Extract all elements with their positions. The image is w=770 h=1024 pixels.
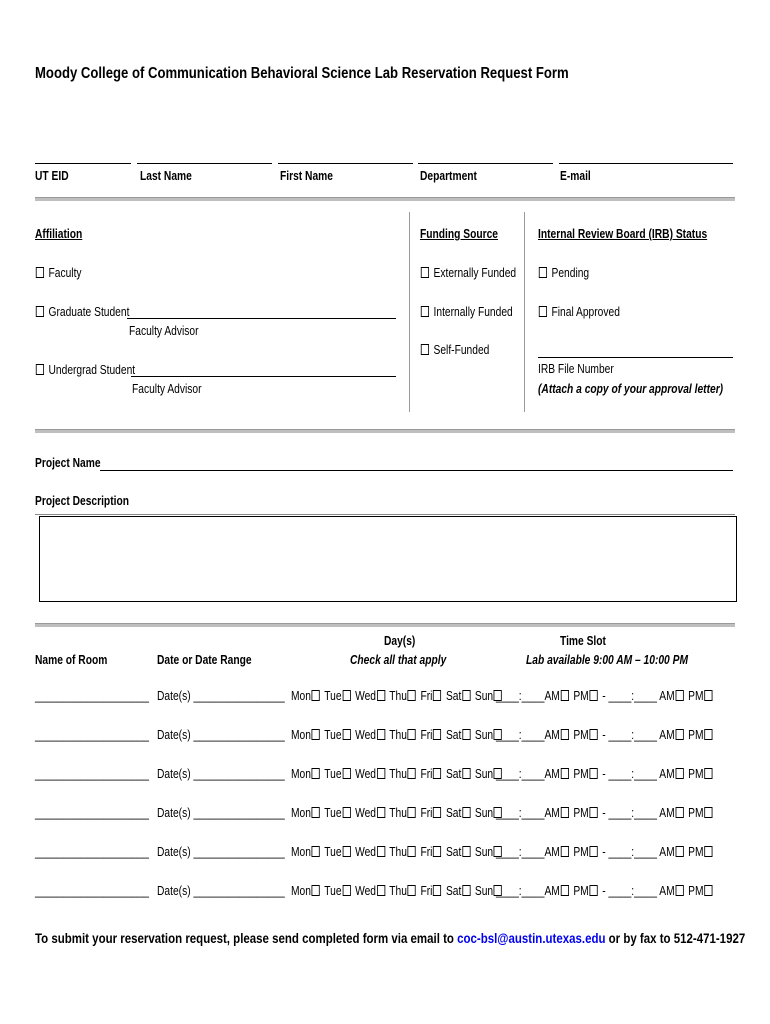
- day-checkbox[interactable]: [433, 807, 441, 818]
- am-checkbox[interactable]: [561, 885, 569, 896]
- am-label: AM: [659, 689, 675, 703]
- day-label: Fri: [420, 884, 433, 898]
- last-name-label: Last Name: [140, 169, 192, 183]
- affiliation-heading: Affiliation: [35, 227, 83, 241]
- day-label: Fri: [420, 689, 433, 703]
- day-checkbox[interactable]: [342, 885, 350, 896]
- day-checkbox[interactable]: [433, 885, 441, 896]
- col-time-header: Time Slot: [560, 634, 606, 648]
- pm-label: PM: [570, 845, 589, 859]
- schedule-row: [0, 884, 770, 900]
- last-name-field[interactable]: [137, 163, 272, 164]
- day-label: Sat: [445, 689, 462, 703]
- am-label: AM: [659, 884, 675, 898]
- pm-label: PM: [685, 767, 704, 781]
- pm-checkbox[interactable]: [704, 807, 712, 818]
- day-checkbox[interactable]: [433, 690, 441, 701]
- affiliation-undergrad[interactable]: Undergrad Student: [35, 363, 135, 378]
- day-label: Sun: [474, 767, 494, 781]
- irb-file-number-field[interactable]: [538, 357, 733, 358]
- day-label: Sat: [445, 767, 462, 781]
- room-name-field[interactable]: ____________________: [35, 767, 150, 781]
- am-label: AM: [544, 689, 560, 703]
- day-label: Tue: [324, 728, 342, 742]
- am-checkbox[interactable]: [675, 846, 683, 857]
- day-checkbox[interactable]: [377, 846, 385, 857]
- room-name-field[interactable]: ____________________: [35, 845, 150, 859]
- day-checkbox[interactable]: [312, 729, 320, 740]
- day-checkbox[interactable]: [377, 885, 385, 896]
- day-checkbox[interactable]: [408, 846, 416, 857]
- funding-self[interactable]: Self-Funded: [420, 343, 489, 358]
- day-checkbox[interactable]: [342, 729, 350, 740]
- day-label: Tue: [324, 689, 342, 703]
- day-label: Sat: [445, 845, 462, 859]
- ut-eid-field[interactable]: [35, 163, 131, 164]
- first-name-label: First Name: [280, 169, 333, 183]
- day-label: Mon: [291, 689, 311, 703]
- date-field[interactable]: Date(s) ________________: [157, 806, 285, 820]
- start-time-field: ____:____: [496, 689, 545, 703]
- undergrad-advisor-label: Faculty Advisor: [132, 382, 202, 396]
- pm-label: PM: [685, 845, 704, 859]
- day-label: Sun: [474, 806, 494, 820]
- day-checkbox[interactable]: [462, 846, 470, 857]
- am-checkbox[interactable]: [561, 807, 569, 818]
- day-label: Thu: [389, 767, 407, 781]
- ut-eid-label: UT EID: [35, 169, 69, 183]
- day-checkbox[interactable]: [408, 768, 416, 779]
- section-divider: [35, 429, 735, 433]
- time-slot[interactable]: [496, 884, 714, 899]
- room-name-field[interactable]: ____________________: [35, 884, 150, 898]
- funding-external[interactable]: Externally Funded: [420, 266, 516, 281]
- day-checkbox[interactable]: [433, 846, 441, 857]
- end-time-field: - ____:____: [599, 845, 660, 859]
- day-checkbox[interactable]: [408, 690, 416, 701]
- days-checkboxes: [291, 884, 504, 899]
- graduate-advisor-field[interactable]: [127, 318, 396, 319]
- col-days-subheader: Check all that apply: [350, 653, 447, 667]
- start-time-field: ____:____: [496, 767, 545, 781]
- pm-checkbox[interactable]: [590, 768, 598, 779]
- am-label: AM: [659, 767, 675, 781]
- project-description-input[interactable]: [39, 516, 737, 602]
- day-label: Tue: [324, 806, 342, 820]
- irb-heading: Internal Review Board (IRB) Status: [538, 227, 708, 241]
- date-field[interactable]: Date(s) ________________: [157, 689, 285, 703]
- day-label: Fri: [420, 806, 433, 820]
- day-label: Wed: [355, 689, 376, 703]
- day-label: Mon: [291, 845, 311, 859]
- day-label: Tue: [324, 845, 342, 859]
- am-label: AM: [544, 728, 560, 742]
- undergrad-advisor-field[interactable]: [131, 376, 396, 377]
- day-label: Thu: [389, 806, 407, 820]
- column-divider: [409, 212, 410, 412]
- days-checkboxes: [291, 806, 504, 821]
- pm-checkbox[interactable]: [704, 846, 712, 857]
- affiliation-faculty[interactable]: Faculty: [35, 266, 82, 281]
- time-slot[interactable]: [496, 806, 714, 821]
- day-label: Tue: [324, 767, 342, 781]
- day-label: Fri: [420, 728, 433, 742]
- day-label: Thu: [389, 728, 407, 742]
- email-field[interactable]: [559, 163, 733, 164]
- day-label: Wed: [355, 806, 376, 820]
- day-label: Sat: [445, 728, 462, 742]
- day-checkbox[interactable]: [342, 768, 350, 779]
- day-checkbox[interactable]: [433, 768, 441, 779]
- col-room-header: Name of Room: [35, 653, 108, 667]
- am-checkbox[interactable]: [561, 690, 569, 701]
- am-label: AM: [544, 806, 560, 820]
- funding-heading: Funding Source: [420, 227, 499, 241]
- am-checkbox[interactable]: [561, 846, 569, 857]
- date-field[interactable]: Date(s) ________________: [157, 767, 285, 781]
- pm-checkbox[interactable]: [590, 885, 598, 896]
- pm-label: PM: [685, 884, 704, 898]
- date-field[interactable]: Date(s) ________________: [157, 845, 285, 859]
- description-rule: [35, 514, 735, 515]
- pm-label: PM: [570, 689, 589, 703]
- pm-checkbox[interactable]: [590, 807, 598, 818]
- pm-label: PM: [685, 806, 704, 820]
- irb-approved[interactable]: Final Approved: [538, 305, 620, 320]
- day-label: Mon: [291, 884, 311, 898]
- am-checkbox[interactable]: [675, 729, 683, 740]
- day-label: Sun: [474, 728, 494, 742]
- day-checkbox[interactable]: [462, 807, 470, 818]
- col-time-subheader: Lab available 9:00 AM – 10:00 PM: [526, 653, 688, 667]
- day-checkbox[interactable]: [462, 690, 470, 701]
- day-checkbox[interactable]: [408, 807, 416, 818]
- day-label: Mon: [291, 728, 311, 742]
- day-label: Wed: [355, 767, 376, 781]
- irb-file-number-label: IRB File Number: [538, 362, 614, 376]
- pending-checkbox[interactable]: [539, 267, 547, 278]
- day-checkbox[interactable]: [408, 729, 416, 740]
- time-slot[interactable]: [496, 689, 714, 704]
- date-field[interactable]: Date(s) ________________: [157, 884, 285, 898]
- day-label: Thu: [389, 884, 407, 898]
- time-slot[interactable]: [496, 845, 714, 860]
- irb-attach-note: (Attach a copy of your approval letter): [538, 382, 724, 396]
- approved-checkbox[interactable]: [539, 306, 547, 317]
- day-checkbox[interactable]: [312, 807, 320, 818]
- day-checkbox[interactable]: [377, 768, 385, 779]
- pm-label: PM: [570, 884, 589, 898]
- days-checkboxes: [291, 767, 504, 782]
- am-checkbox[interactable]: [675, 807, 683, 818]
- day-label: Tue: [324, 884, 342, 898]
- department-label: Department: [420, 169, 477, 183]
- irb-pending[interactable]: Pending: [538, 266, 589, 281]
- pm-label: PM: [570, 767, 589, 781]
- project-name-label: Project Name: [35, 456, 101, 470]
- day-label: Sat: [445, 806, 462, 820]
- day-checkbox[interactable]: [312, 885, 320, 896]
- day-label: Fri: [420, 845, 433, 859]
- undergrad-checkbox[interactable]: [36, 364, 44, 375]
- start-time-field: ____:____: [496, 728, 545, 742]
- am-label: AM: [659, 845, 675, 859]
- am-checkbox[interactable]: [675, 768, 683, 779]
- start-time-field: ____:____: [496, 845, 545, 859]
- day-label: Wed: [355, 728, 376, 742]
- pm-checkbox[interactable]: [590, 729, 598, 740]
- am-label: AM: [659, 728, 675, 742]
- schedule-row: [0, 728, 770, 744]
- day-label: Wed: [355, 884, 376, 898]
- schedule-row: [0, 806, 770, 822]
- pm-checkbox[interactable]: [704, 768, 712, 779]
- day-checkbox[interactable]: [312, 690, 320, 701]
- project-description-label: Project Description: [35, 494, 129, 508]
- day-checkbox[interactable]: [342, 807, 350, 818]
- self-funded-checkbox[interactable]: [421, 344, 429, 355]
- day-checkbox[interactable]: [377, 690, 385, 701]
- pm-checkbox[interactable]: [704, 885, 712, 896]
- end-time-field: - ____:____: [599, 728, 660, 742]
- schedule-row: [0, 845, 770, 861]
- day-label: Mon: [291, 806, 311, 820]
- day-checkbox[interactable]: [408, 885, 416, 896]
- day-label: Thu: [389, 845, 407, 859]
- am-checkbox[interactable]: [561, 729, 569, 740]
- pm-checkbox[interactable]: [590, 690, 598, 701]
- day-label: Sun: [474, 884, 494, 898]
- time-slot[interactable]: [496, 728, 714, 743]
- end-time-field: - ____:____: [599, 689, 660, 703]
- footer-email-link[interactable]: coc-bsl@austin.utexas.edu: [457, 930, 606, 946]
- day-checkbox[interactable]: [377, 807, 385, 818]
- am-checkbox[interactable]: [675, 690, 683, 701]
- end-time-field: - ____:____: [599, 767, 660, 781]
- am-label: AM: [659, 806, 675, 820]
- internal-checkbox[interactable]: [421, 306, 429, 317]
- schedule-row: [0, 767, 770, 783]
- day-label: Mon: [291, 767, 311, 781]
- day-label: Sat: [445, 884, 462, 898]
- room-name-field[interactable]: ____________________: [35, 806, 150, 820]
- day-label: Sun: [474, 689, 494, 703]
- room-name-field[interactable]: ____________________: [35, 689, 150, 703]
- day-checkbox[interactable]: [342, 846, 350, 857]
- start-time-field: ____:____: [496, 806, 545, 820]
- day-checkbox[interactable]: [462, 768, 470, 779]
- pm-label: PM: [685, 689, 704, 703]
- col-date-header: Date or Date Range: [157, 653, 252, 667]
- end-time-field: - ____:____: [599, 806, 660, 820]
- project-name-field[interactable]: [100, 470, 733, 471]
- funding-internal[interactable]: Internally Funded: [420, 305, 513, 320]
- am-checkbox[interactable]: [561, 768, 569, 779]
- first-name-field[interactable]: [278, 163, 413, 164]
- section-divider: [35, 197, 735, 201]
- day-checkbox[interactable]: [312, 846, 320, 857]
- day-checkbox[interactable]: [462, 729, 470, 740]
- day-checkbox[interactable]: [342, 690, 350, 701]
- day-checkbox[interactable]: [433, 729, 441, 740]
- day-checkbox[interactable]: [377, 729, 385, 740]
- pm-label: PM: [570, 806, 589, 820]
- col-days-header: Day(s): [384, 634, 416, 648]
- day-label: Fri: [420, 767, 433, 781]
- pm-checkbox[interactable]: [704, 729, 712, 740]
- pm-label: PM: [570, 728, 589, 742]
- faculty-checkbox[interactable]: [36, 267, 44, 278]
- start-time-field: ____:____: [496, 884, 545, 898]
- days-checkboxes: [291, 689, 504, 704]
- page-title: Moody College of Communication Behavioral Science Lab Reservation Request Form: [35, 65, 569, 82]
- days-checkboxes: [291, 728, 504, 743]
- day-label: Thu: [389, 689, 407, 703]
- time-slot[interactable]: [496, 767, 714, 782]
- end-time-field: - ____:____: [599, 884, 660, 898]
- day-checkbox[interactable]: [462, 885, 470, 896]
- schedule-row: [0, 689, 770, 705]
- date-field[interactable]: Date(s) ________________: [157, 728, 285, 742]
- pm-checkbox[interactable]: [704, 690, 712, 701]
- am-label: AM: [544, 767, 560, 781]
- pm-label: PM: [685, 728, 704, 742]
- graduate-advisor-label: Faculty Advisor: [129, 324, 199, 338]
- day-label: Wed: [355, 845, 376, 859]
- department-field[interactable]: [418, 163, 553, 164]
- day-checkbox[interactable]: [312, 768, 320, 779]
- day-label: Sun: [474, 845, 494, 859]
- external-checkbox[interactable]: [421, 267, 429, 278]
- days-checkboxes: [291, 845, 504, 860]
- room-name-field[interactable]: ____________________: [35, 728, 150, 742]
- pm-checkbox[interactable]: [590, 846, 598, 857]
- footer-instructions: To submit your reservation request, please send completed form via email to coc-bsl@austin.utexas.edu or by fax to 512-471-1927: [35, 930, 746, 946]
- email-label: E-mail: [560, 169, 591, 183]
- affiliation-graduate[interactable]: Graduate Student: [35, 305, 129, 320]
- graduate-checkbox[interactable]: [36, 306, 44, 317]
- am-label: AM: [544, 845, 560, 859]
- section-divider: [35, 623, 735, 627]
- column-divider: [524, 212, 525, 412]
- am-checkbox[interactable]: [675, 885, 683, 896]
- am-label: AM: [544, 884, 560, 898]
